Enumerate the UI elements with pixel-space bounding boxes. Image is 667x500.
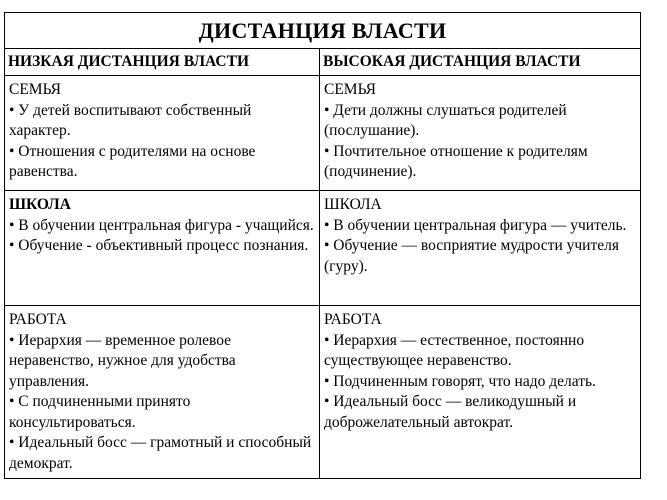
cell-family-low — [5, 76, 320, 191]
table-row-work — [5, 306, 641, 479]
column-header-high: ВЫСОКАЯ ДИСТАНЦИЯ ВЛАСТИ — [320, 49, 641, 76]
section-heading-family: СЕМЬЯ — [9, 81, 62, 98]
list-item: • Обучение — восприятие мудрости учителя (гуру). — [324, 237, 619, 275]
cell-school-low — [5, 191, 320, 306]
section-heading-school: ШКОЛА — [324, 196, 382, 213]
list-item: • Идеальный босс — великодушный и доброжелательный автократ. — [324, 393, 577, 431]
table-row-family — [5, 76, 641, 191]
cell-work-low — [5, 306, 320, 479]
list-item: • Обучение - объективный процесс познания. — [9, 237, 309, 254]
section-heading-school: ШКОЛА — [9, 196, 71, 213]
list-item: • Иерархия — естественное, постоянно существующее неравенство. — [324, 331, 585, 369]
cell-school-high — [320, 191, 641, 306]
list-item: • В обучении центральная фигура - учащийся. — [9, 216, 314, 234]
list-item: • У детей воспитывают собственный характер. — [9, 101, 252, 139]
table-title: ДИСТАНЦИЯ ВЛАСТИ — [5, 13, 641, 49]
list-item: • В обучении центральная фигура — учитель. — [324, 216, 627, 234]
section-heading-family: СЕМЬЯ — [324, 81, 377, 98]
list-item: • Отношения с родителями на основе равенства. — [9, 142, 256, 180]
section-heading-work: РАБОТА — [9, 311, 67, 328]
list-item: • Идеальный босс — грамотный и способный демократ. — [9, 434, 312, 472]
list-item: • Подчиненным говорят, что надо делать. — [324, 372, 596, 390]
power-distance-table — [4, 12, 641, 479]
list-item: • С подчиненными принято консультироваться. — [9, 393, 191, 431]
list-item: • Дети должны слушаться родителей (послушание). — [324, 101, 567, 139]
column-header-low: НИЗКАЯ ДИСТАНЦИЯ ВЛАСТИ — [5, 49, 320, 76]
list-item: • Иерархия — временное ролевое неравенство, нужное для удобства управления. — [9, 331, 236, 390]
table-row-school — [5, 191, 641, 306]
section-heading-work: РАБОТА — [324, 311, 382, 328]
cell-work-high — [320, 306, 641, 479]
list-item: • Почтительное отношение к родителям (подчинение). — [324, 142, 588, 180]
cell-family-high — [320, 76, 641, 191]
